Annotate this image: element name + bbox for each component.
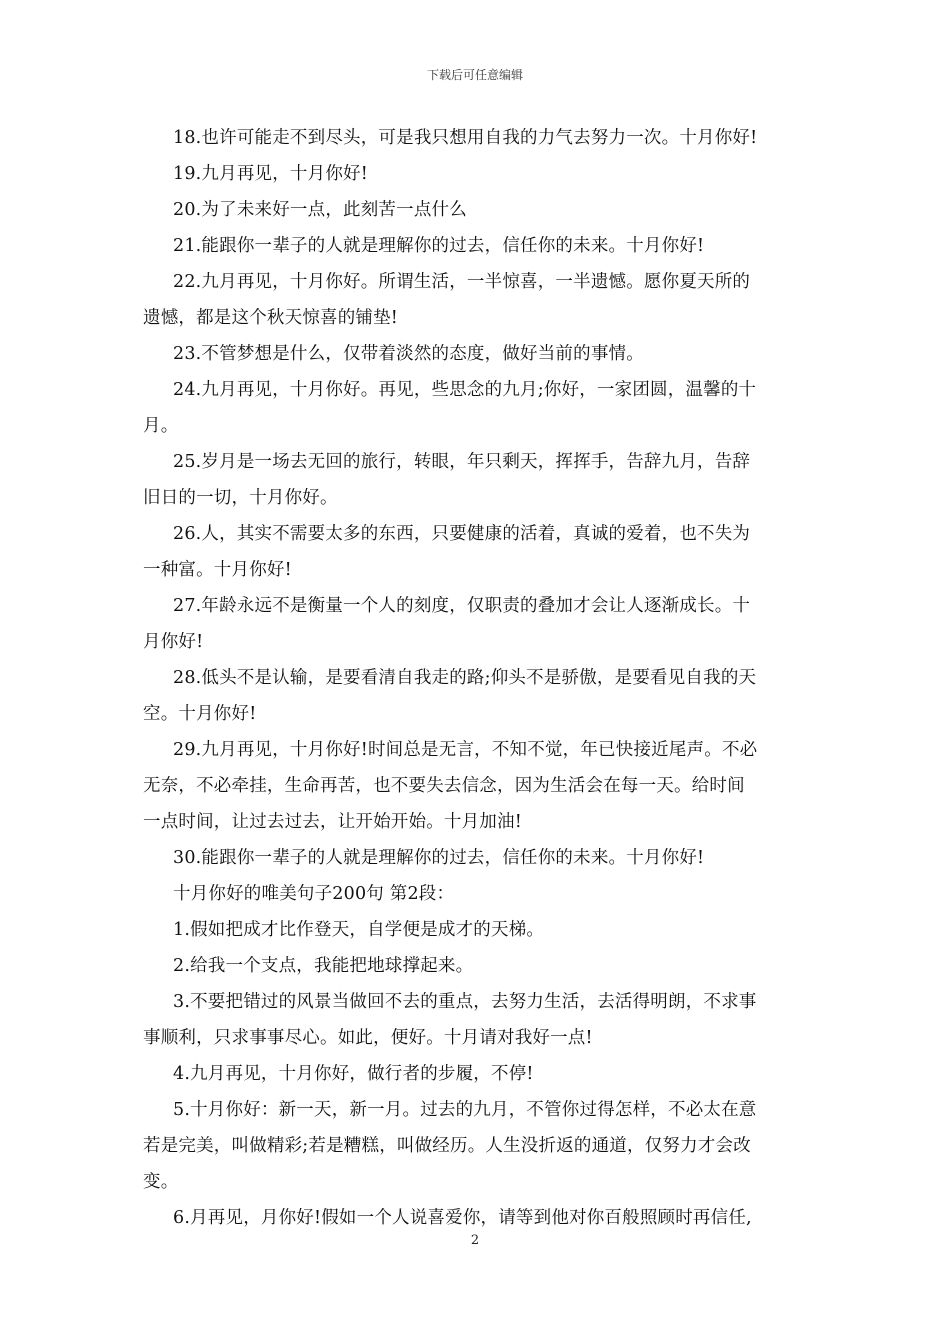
text-line: 26.人，其实不需要太多的东西，只要健康的活着，真诚的爱着，也不失为 xyxy=(173,524,751,544)
text-line: 22.九月再见，十月你好。所谓生活，一半惊喜，一半遗憾。愿你夏天所的 xyxy=(173,272,751,292)
text-line: 旧日的一切，十月你好。 xyxy=(143,488,338,508)
text-line: 月。 xyxy=(143,416,179,436)
page-header: 下载后可任意编辑 xyxy=(426,68,523,82)
text-line: 5.十月你好：新一天，新一月。过去的九月，不管你过得怎样，不必太在意 xyxy=(173,1100,757,1120)
text-line: 23.不管梦想是什么，仅带着淡然的态度，做好当前的事情。 xyxy=(173,344,644,364)
text-line: 28.低头不是认输，是要看清自我走的路;仰头不是骄傲，是要看见自我的天 xyxy=(173,668,757,688)
text-line: 3.不要把错过的风景当做回不去的重点，去努力生活，去活得明朗，不求事 xyxy=(173,992,757,1012)
text-line: 25.岁月是一场去无回的旅行，转眼，年只剩天，挥挥手，告辞九月，告辞 xyxy=(173,452,751,472)
document-body xyxy=(143,120,807,1236)
text-line: 24.九月再见，十月你好。再见，些思念的九月;你好，一家团圆，温馨的十 xyxy=(173,380,757,400)
text-line: 19.九月再见，十月你好! xyxy=(173,164,368,184)
text-line: 一种富。十月你好! xyxy=(143,560,292,580)
text-line: 变。 xyxy=(143,1172,179,1192)
text-line: 30.能跟你一辈子的人就是理解你的过去，信任你的未来。十月你好! xyxy=(173,848,705,868)
text-line: 遗憾，都是这个秋天惊喜的铺垫! xyxy=(143,308,399,328)
text-line: 4.九月再见，十月你好，做行者的步履，不停! xyxy=(173,1064,534,1084)
text-line: 18.也许可能走不到尽头，可是我只想用自我的力气去努力一次。十月你好! xyxy=(173,128,758,148)
text-line: 事顺利，只求事事尽心。如此，便好。十月请对我好一点! xyxy=(143,1028,593,1048)
text-line: 无奈，不必牵挂，生命再苦，也不要失去信念，因为生活会在每一天。给时间 xyxy=(143,776,745,796)
text-line: 6.月再见，月你好!假如一个人说喜爱你，请等到他对你百般照顾时再信任, xyxy=(173,1208,752,1228)
text-line: 1.假如把成才比作登天，自学便是成才的天梯。 xyxy=(173,920,545,940)
text-line: 27.年龄永远不是衡量一个人的刻度，仅职责的叠加才会让人逐渐成长。十 xyxy=(173,596,751,616)
page-number: 2 xyxy=(470,1233,480,1248)
text-line: 一点时间，让过去过去，让开始开始。十月加油! xyxy=(143,812,522,832)
text-line: 空。十月你好! xyxy=(143,704,257,724)
text-line: 21.能跟你一辈子的人就是理解你的过去，信任你的未来。十月你好! xyxy=(173,236,705,256)
text-line: 月你好! xyxy=(143,632,204,652)
text-line: 29.九月再见，十月你好!时间总是无言，不知不觉，年已快接近尾声。不必 xyxy=(173,740,758,760)
text-line: 十月你好的唯美句子200句 第2段： xyxy=(173,884,455,904)
text-line: 2.给我一个支点，我能把地球撑起来。 xyxy=(173,956,474,976)
text-line: 20.为了未来好一点，此刻苦一点什么 xyxy=(173,200,467,220)
text-line: 若是完美，叫做精彩;若是糟糕，叫做经历。人生没折返的通道，仅努力才会改 xyxy=(143,1136,751,1156)
